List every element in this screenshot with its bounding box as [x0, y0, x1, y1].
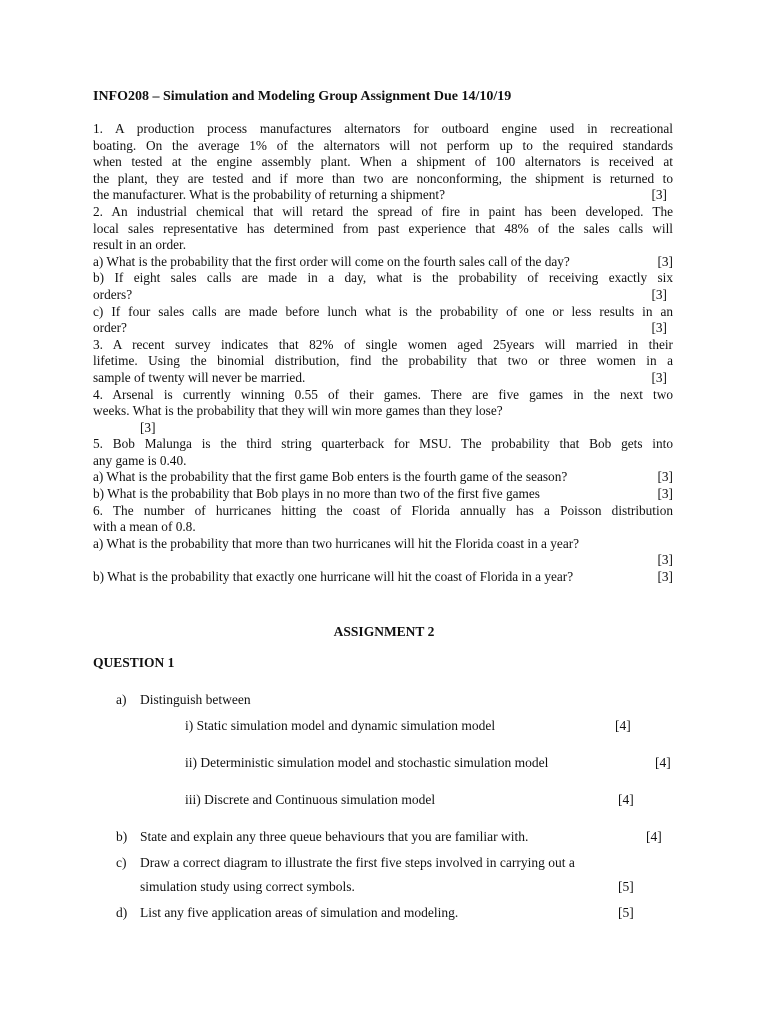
question-line-text: a) What is the probability that the first order will come on the fourth sales call of the day?: [93, 253, 570, 269]
part-d-label: d): [116, 905, 128, 920]
question-line-text: any game is 0.40.: [93, 452, 187, 468]
question-line-text: local sales representative has determined from past experience that 48% of the sales calls will: [93, 220, 673, 236]
question-line-text: c) If four sales calls are made before lunch what is the probability of one or less results in an: [93, 303, 673, 319]
part-b-mark: [4]: [646, 829, 662, 844]
question-line-text: sample of twenty will never be married.: [93, 369, 306, 385]
question-line-text: result in an order.: [93, 237, 187, 253]
part-a-label: a): [116, 692, 127, 707]
marks-label: [3]: [657, 469, 673, 485]
question-line-text: 5. Bob Malunga is the third string quarterback for MSU. The probability that Bob gets into: [93, 436, 673, 452]
question-line: [93, 237, 673, 254]
question-line-text: boating. On the average 1% of the alternators will not perform up to the required standards: [93, 137, 673, 153]
question-line: [93, 254, 673, 271]
question-line-text: when tested at the engine assembly plant. When a shipment of 100 alternators is received at: [93, 154, 673, 170]
question-line: [93, 453, 673, 470]
part-c-text-line-1: Draw a correct diagram to illustrate the first five steps involved in carrying out a: [140, 855, 575, 870]
question-line: [93, 121, 673, 138]
marks-label: [3]: [657, 253, 673, 269]
part-a-item-3: iii) Discrete and Continuous simulation model: [185, 792, 436, 807]
part-d-mark: [5]: [618, 905, 634, 920]
question-line: [93, 270, 673, 287]
marks-label: [3]: [651, 286, 667, 302]
question-line: [93, 337, 673, 354]
question-line-text: with a mean of 0.8.: [93, 519, 196, 535]
question-line: [93, 503, 673, 520]
question-line-text: 1. A production process manufactures alternators for outboard engine used in recreational: [93, 121, 673, 136]
question-line: [93, 171, 673, 188]
document-title: INFO208 – Simulation and Modeling Group Assignment Due 14/10/19: [93, 89, 512, 104]
question-line-text: the manufacturer. What is the probability of returning a shipment?: [93, 187, 446, 203]
assignment-2-heading: ASSIGNMENT 2: [333, 624, 435, 639]
question-line-text: orders?: [93, 286, 133, 302]
question-line: [93, 204, 673, 221]
question-line-text: order?: [93, 320, 127, 336]
part-a-item-3-mark: [4]: [618, 792, 634, 807]
question-line-text: a) What is the probability that more than two hurricanes will hit the Florida coast in a year?: [93, 535, 580, 551]
question-line: [93, 403, 673, 420]
question-line: [93, 370, 673, 387]
part-c-label: c): [116, 855, 127, 870]
part-a-text: Distinguish between: [140, 692, 251, 707]
question-line: [93, 569, 673, 586]
marks-label: [3]: [651, 187, 667, 203]
question-line: [93, 436, 673, 453]
marks-label: [3]: [140, 419, 156, 435]
question-line: [93, 138, 673, 155]
assignment-1-questions: [93, 121, 673, 586]
question-line-text: a) What is the probability that the first game Bob enters is the fourth game of the season?: [93, 469, 568, 485]
part-a-item-2: ii) Deterministic simulation model and stochastic simulation model: [185, 755, 549, 770]
question-line-text: b) What is the probability that Bob plays in no more than two of the first five games: [93, 486, 540, 502]
question-line-text: the plant, they are tested and if more than two are nonconforming, the shipment is returned to: [93, 170, 673, 186]
marks-label: [3]: [657, 486, 673, 502]
part-c-text-line-2: simulation study using correct symbols.: [140, 879, 355, 894]
question-line: [93, 221, 673, 238]
question-line: [93, 469, 673, 486]
question-line-text: 3. A recent survey indicates that 82% of single women aged 25years will married in their: [93, 336, 673, 352]
question-line-text: 6. The number of hurricanes hitting the coast of Florida annually has a Poisson distribution: [93, 502, 673, 518]
question-line: [93, 536, 673, 553]
part-a-item-1: i) Static simulation model and dynamic simulation model: [185, 718, 496, 733]
marks-label: [3]: [651, 320, 667, 336]
question-line-text: b) What is the probability that exactly one hurricane will hit the coast of Florida in a year?: [93, 569, 574, 585]
question-line: [93, 486, 673, 503]
question-line-text: b) If eight sales calls are made in a day, what is the probability of receiving exactly six: [93, 270, 673, 286]
part-a-item-1-mark: [4]: [615, 718, 631, 733]
part-b-label: b): [116, 829, 128, 844]
question-line: [93, 519, 673, 536]
part-d-text: List any five application areas of simulation and modeling.: [140, 905, 459, 920]
question-line-text: weeks. What is the probability that they will win more games than they lose?: [93, 403, 503, 419]
question-line: [93, 187, 673, 204]
question-line: [93, 320, 673, 337]
question-line: [93, 353, 673, 370]
question-line-text: 4. Arsenal is currently winning 0.55 of their games. There are five games in the next two: [93, 386, 673, 402]
question-line: [93, 304, 673, 321]
question-line: [93, 387, 673, 404]
part-a-item-2-mark: [4]: [655, 755, 671, 770]
question-line: [93, 154, 673, 171]
marks-label: [3]: [651, 369, 667, 385]
question-1-heading: QUESTION 1: [93, 655, 175, 670]
question-line-text: 2. An industrial chemical that will retard the spread of fire in paint has been developed. The: [93, 203, 673, 219]
question-line: [93, 420, 673, 437]
marks-label: [3]: [657, 552, 673, 568]
part-b-text: State and explain any three queue behaviours that you are familiar with.: [140, 829, 529, 844]
question-line: [93, 552, 673, 569]
question-line-text: lifetime. Using the binomial distribution, find the probability that two or three women in a: [93, 353, 673, 369]
question-line: [93, 287, 673, 304]
part-c-mark: [5]: [618, 879, 634, 894]
marks-label: [3]: [657, 569, 673, 585]
